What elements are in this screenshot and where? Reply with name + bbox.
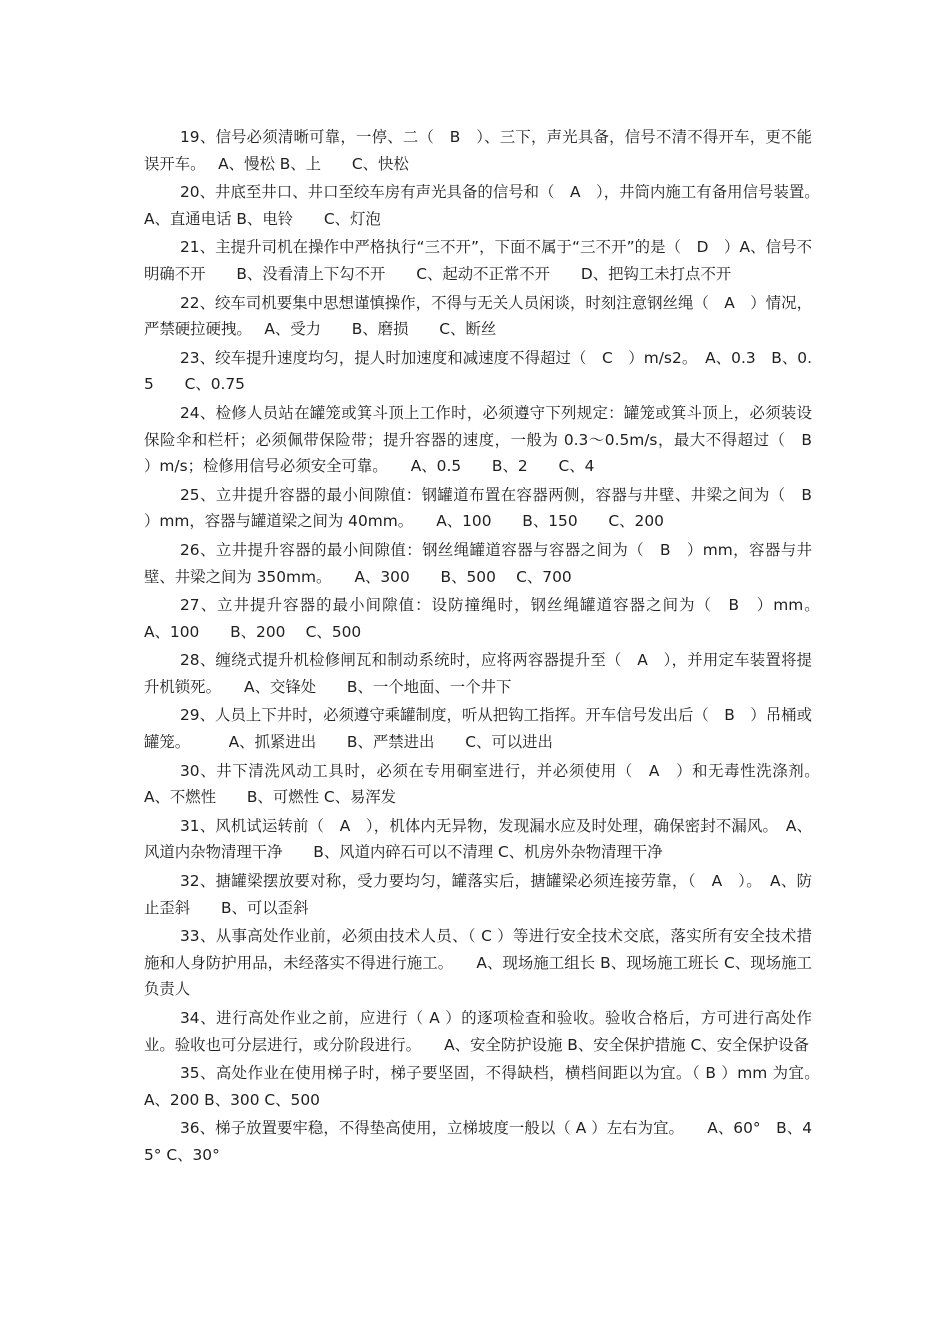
question-24: 24、检修人员站在罐笼或箕斗顶上工作时，必须遵守下列规定：罐笼或箕斗顶上，必须装设保险伞和栏杆；必须佩带保险带；提升容器的速度，一般为 0.3～0.5m/s，最大不得超过（ B ）m/s；检修用信号必须安全可靠。 A、0.5 B、2 C、4 bbox=[144, 403, 828, 476]
question-26: 26、立井提升容器的最小间隙值：钢丝绳罐道容器与容器之间为（ B ）mm，容器与井壁、井梁之间为 350mm。 A、300 B、500 C、700 bbox=[144, 540, 812, 586]
question-27: 27、立井提升容器的最小间隙值：设防撞绳时，钢丝绳罐道容器之间为（ B ）mm。 A、100 B、200 C、500 bbox=[144, 596, 828, 641]
question-33: 33、从事高处作业前，必须由技术人员、（ C ）等进行安全技术交底，落实所有安全技术措施和人身防护用品，未经落实不得进行施工。 A、现场施工组长 B、现场施工班长 C、现场施工负责人 bbox=[144, 927, 812, 999]
question-28: 28、缠绕式提升机检修闸瓦和制动系统时，应将两容器提升至（ A ），并用定车装置将提升机锁死。 A、交锋处 B、一个地面、一个井下 bbox=[144, 651, 812, 696]
question-23: 23、绞车提升速度均匀，提人时加速度和减速度不得超过（ C ）m/s2。 A、0.3 B、0.5 C、0.75 bbox=[144, 348, 812, 394]
question-29: 29、人员上下井时，必须遵守乘罐制度，听从把钩工指挥。开车信号发出后（ B ）吊桶或罐笼。 A、抓紧进出 B、严禁进出 C、可以进出 bbox=[144, 706, 812, 752]
question-30: 30、井下清洗风动工具时，必须在专用硐室进行，并必须使用（ A ）和无毒性洗涤剂。 A、不燃性 B、可燃性 C、易浑发 bbox=[144, 761, 828, 807]
question-20: 20、井底至井口、井口至绞车房有声光具备的信号和（ A ），井筒内施工有备用信号装置。 A、直通电话 B、电铃 C、灯泡 bbox=[144, 183, 833, 228]
question-25: 25、立井提升容器的最小间隙值：钢罐道布置在容器两侧，容器与井壁、井梁之间为（ B ）mm，容器与罐道梁之间为 40mm。 A、100 B、150 C、200 bbox=[144, 485, 828, 531]
question-32: 32、搪罐梁摆放要对称，受力要均匀，罐落实后，搪罐梁必须连接劳靠，（ A ）。 A、防止歪斜 B、可以歪斜 bbox=[144, 872, 812, 917]
question-22: 22、绞车司机要集中思想谨慎操作，不得与无关人员闲谈，时刻注意钢丝绳（ A ）情况，严禁硬拉硬拽。 A、受力 B、磨损 C、断丝 bbox=[144, 293, 812, 339]
question-34: 34、进行高处作业之前，应进行（ A ）的逐项检查和验收。验收合格后，方可进行高处作业。验收也可分层进行，或分阶段进行。 A、安全防护设施 B、安全保护措施 C、安全保护设备 bbox=[144, 1009, 812, 1054]
question-21: 21、主提升司机在操作中严格执行“三不开”，下面不属于“三不开”的是（ D ）A、信号不明确不开 B、没看清上下勾不开 C、起动不正常不开 D、把钩工未打点不开 bbox=[144, 238, 812, 283]
question-36: 36、梯子放置要牢稳，不得垫高使用，立梯坡度一般以（ A ）左右为宜。 A、60° B、45° C、30° bbox=[144, 1119, 812, 1164]
question-35: 35、高处作业在使用梯子时，梯子要坚固，不得缺档，横档间距以为宜。（ B ）mm 为宜。 A、200 B、300 C、500 bbox=[144, 1064, 828, 1109]
question-31: 31、风机试运转前（ A ），机体内无异物，发现漏水应及时处理，确保密封不漏风。 A、风道内杂物清理干净 B、风道内碎石可以不清理 C、机房外杂物清理干净 bbox=[144, 816, 812, 862]
question-19: 19、信号必须清晰可靠，一停、二（ B ）、三下，声光具备，信号不清不得开车，更不能误开车。 A、慢松 B、上 C、快松 bbox=[144, 128, 812, 173]
question-list bbox=[144, 124, 833, 1171]
